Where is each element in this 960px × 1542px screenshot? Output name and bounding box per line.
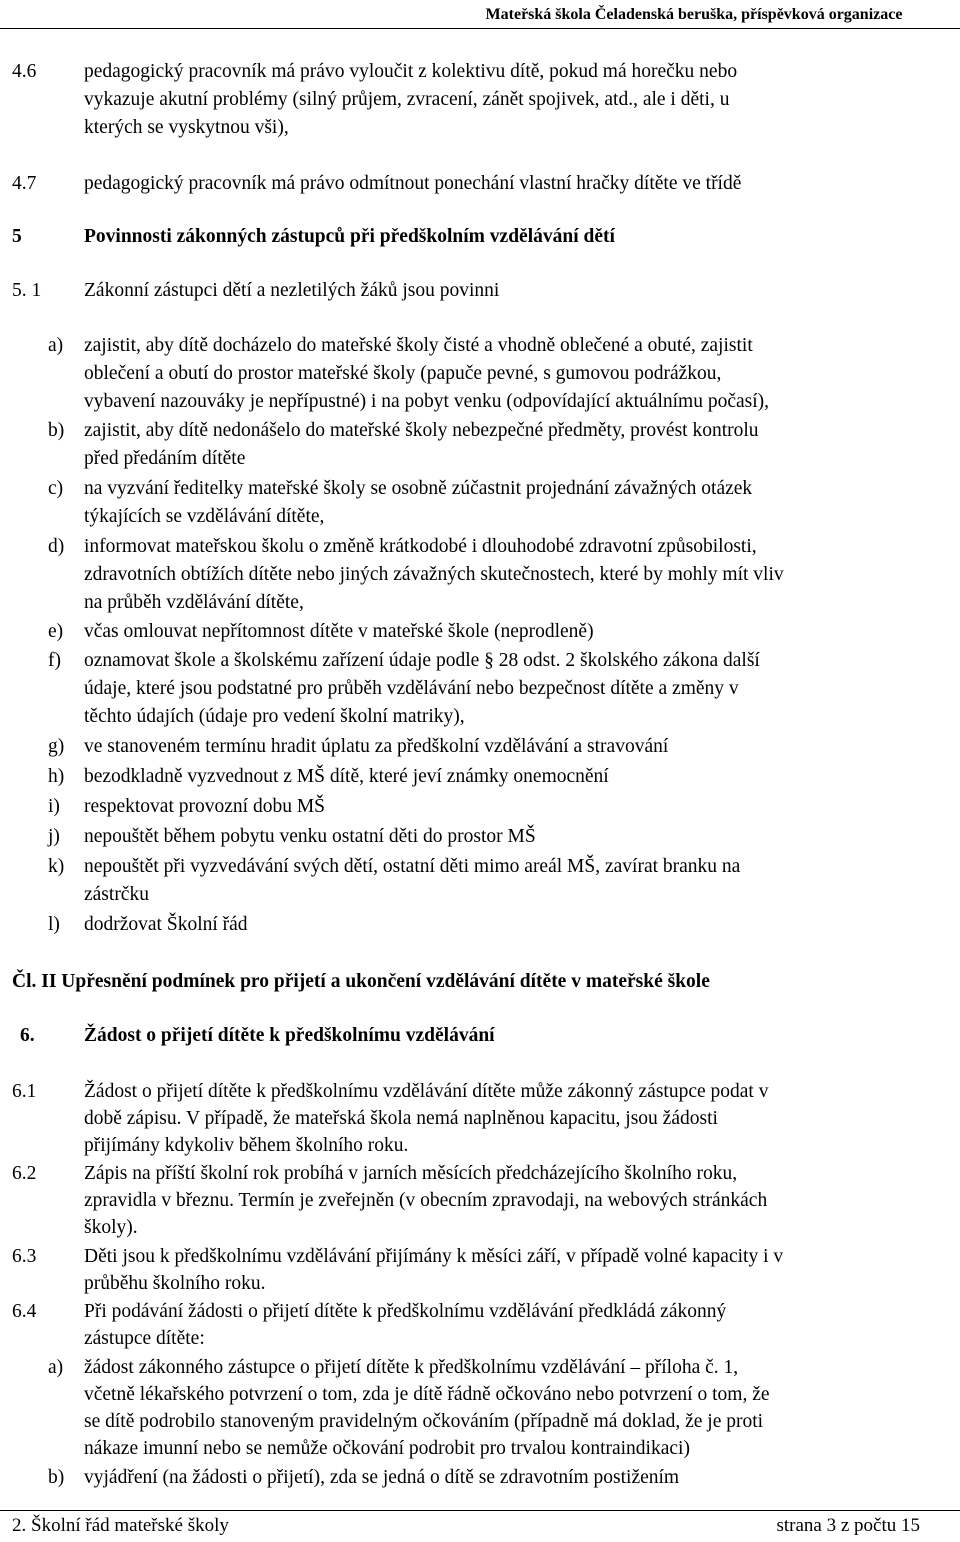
list-item-line: těchto údajích (údaje pro vedení školní matriky),: [84, 706, 465, 727]
list-item-line: před předáním dítěte: [84, 448, 246, 469]
paragraph-line: Zápis na příští školní rok probíhá v jarních měsících předcházejícího školního roku,: [84, 1163, 738, 1184]
paragraph-line: kterých se vyskytnou vši),: [84, 117, 289, 138]
list-letter: i): [48, 796, 60, 817]
section-number: 6.3: [12, 1246, 37, 1267]
list-letter: b): [48, 420, 65, 441]
paragraph-line: Zákonní zástupci dětí a nezletilých žáků jsou povinni: [84, 280, 500, 301]
list-item-line: zajistit, aby dítě docházelo do mateřské školy čisté a vhodně oblečené a obuté, zajistit: [84, 335, 753, 356]
list-item-line: zástrčku: [84, 884, 149, 905]
list-item-line: se dítě podrobilo stanoveným pravidelným očkováním (případně má doklad, že je proti: [84, 1411, 764, 1432]
paragraph-line: Děti jsou k předškolnímu vzdělávání přijímány k měsíci září, v případě volné kapacity i v: [84, 1246, 784, 1267]
list-letter: k): [48, 856, 65, 877]
paragraph-line: školy).: [84, 1217, 138, 1238]
list-item-line: zdravotních obtížích dítěte nebo jiných závažných skutečnostech, které by mohly mít vliv: [84, 564, 784, 585]
section-heading: Žádost o přijetí dítěte k předškolnímu vzdělávání: [84, 1025, 495, 1046]
section-heading: Povinnosti zákonných zástupců při předškolním vzdělávání dětí: [84, 226, 615, 247]
list-item-line: informovat mateřskou školu o změně krátkodobé i dlouhodobé zdravotní způsobilosti,: [84, 536, 757, 557]
list-letter: a): [48, 335, 64, 356]
list-item-line: nepouštět během pobytu venku ostatní děti do prostor MŠ: [84, 826, 536, 847]
list-item-line: zajistit, aby dítě nedonášelo do mateřské školy nebezpečné předměty, provést kontrolu: [84, 420, 759, 441]
paragraph-line: Při podávání žádosti o přijetí dítěte k předškolnímu vzdělávání předkládá zákonný: [84, 1301, 727, 1322]
list-letter: l): [48, 914, 60, 935]
list-item-line: žádost zákonného zástupce o přijetí dítěte k předškolnímu vzdělávání – příloha č. 1,: [84, 1357, 739, 1378]
list-item-line: údaje, které jsou podstatné pro průběh vzdělávání nebo bezpečnost dítěte a změny v: [84, 678, 739, 699]
list-item-line: včas omlouvat nepřítomnost dítěte v mateřské škole (neprodleně): [84, 621, 594, 642]
paragraph-line: průběhu školního roku.: [84, 1273, 266, 1294]
list-item-line: dodržovat Školní řád: [84, 914, 248, 935]
list-item-line: vybavení nazouváky je nepřípustné) i na pobyt venku (odpovídající aktuálnímu počasí),: [84, 391, 770, 412]
list-item-line: respektovat provozní dobu MŠ: [84, 796, 326, 817]
list-letter: h): [48, 766, 65, 787]
page-header: [0, 0, 960, 29]
paragraph-line: pedagogický pracovník má právo odmítnout ponechání vlastní hračky dítěte ve třídě: [84, 173, 742, 194]
footer-document-title: 2. Školní řád mateřské školy: [12, 1515, 229, 1536]
list-item-line: oznamovat škole a školskému zařízení údaje podle § 28 odst. 2 školského zákona další: [84, 650, 760, 671]
list-item-line: nepouštět při vyzvedávání svých dětí, ostatní děti mimo areál MŠ, zavírat branku na: [84, 856, 741, 877]
section-number: 4.6: [12, 61, 37, 82]
section-number: 5. 1: [12, 280, 42, 301]
paragraph-line: pedagogický pracovník má právo vyloučit z kolektivu dítě, pokud má horečku nebo: [84, 61, 738, 82]
section-number: 6.: [20, 1025, 35, 1046]
list-item-line: bezodkladně vyzvednout z MŠ dítě, které jeví známky onemocnění: [84, 766, 609, 787]
list-letter: j): [48, 826, 60, 847]
section-number: 4.7: [12, 173, 37, 194]
paragraph-line: přijímány kdykoliv během školního roku.: [84, 1135, 409, 1156]
paragraph-line: době zápisu. V případě, že mateřská škola nemá naplněnou kapacitu, jsou žádosti: [84, 1108, 718, 1129]
section-number: 5: [12, 226, 22, 247]
footer-page-number: strana 3 z počtu 15: [776, 1515, 920, 1536]
list-letter: a): [48, 1357, 64, 1378]
list-item-line: vyjádření (na žádosti o přijetí), zda se jedná o dítě se zdravotním postižením: [84, 1467, 680, 1488]
list-item-line: oblečení a obutí do prostor mateřské školy (papuče pevné, s gumovou podrážkou,: [84, 363, 722, 384]
paragraph-line: zástupce dítěte:: [84, 1328, 205, 1349]
chapter-heading: Čl. II Upřesnění podmínek pro přijetí a ukončení vzdělávání dítěte v mateřské škole: [12, 971, 710, 992]
section-number: 6.2: [12, 1163, 37, 1184]
section-number: 6.1: [12, 1081, 37, 1102]
list-letter: d): [48, 536, 65, 557]
paragraph-line: Žádost o přijetí dítěte k předškolnímu vzdělávání dítěte může zákonný zástupce podat v: [84, 1081, 769, 1102]
section-number: 6.4: [12, 1301, 37, 1322]
list-item-line: nákaze imunní nebo se nemůže očkování podrobit pro trvalou kontraindikaci): [84, 1438, 690, 1459]
list-letter: c): [48, 478, 64, 499]
list-item-line: ve stanoveném termínu hradit úplatu za předškolní vzdělávání a stravování: [84, 736, 669, 757]
list-item-line: týkajících se vzdělávání dítěte,: [84, 506, 325, 527]
list-item-line: na průběh vzdělávání dítěte,: [84, 592, 304, 613]
header-title: Mateřská škola Čeladenská beruška, příspěvková organizace: [485, 6, 903, 23]
paragraph-line: zpravidla v březnu. Termín je zveřejněn (v obecním zpravodaji, na webových stránkách: [84, 1190, 768, 1211]
paragraph-line: vykazuje akutní problémy (silný průjem, zvracení, zánět spojivek, atd., ale i děti, u: [84, 89, 730, 110]
list-letter: b): [48, 1467, 65, 1488]
list-item-line: na vyzvání ředitelky mateřské školy se osobně zúčastnit projednání závažných otázek: [84, 478, 753, 499]
page-footer: [0, 1510, 960, 1542]
list-letter: g): [48, 736, 65, 757]
list-letter: e): [48, 621, 64, 642]
list-item-line: včetně lékařského potvrzení o tom, zda je dítě řádně očkováno nebo potvrzení o tom, že: [84, 1384, 770, 1405]
list-letter: f): [48, 650, 61, 671]
